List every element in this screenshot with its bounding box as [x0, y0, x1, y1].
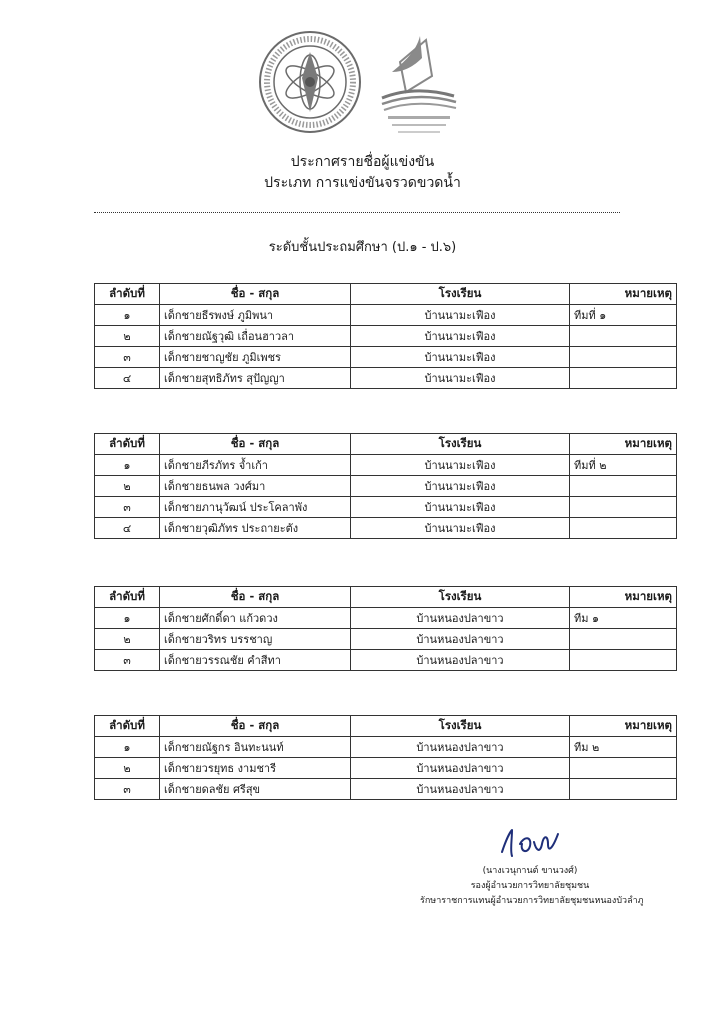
cell-order: ๔ — [95, 368, 160, 389]
cell-name: เด็กชายวรยุทธ งามชารี — [160, 758, 351, 779]
table-header-row — [95, 434, 677, 455]
cell-note: ทีม ๑ — [570, 608, 677, 629]
cell-school: บ้านหนองปลาขาว — [351, 650, 570, 671]
cell-school: บ้านนามะเฟือง — [351, 326, 570, 347]
cell-order: ๒ — [95, 758, 160, 779]
table-row — [95, 629, 677, 650]
table-row — [95, 737, 677, 758]
column-header-order: ลำดับที่ — [95, 716, 160, 737]
cell-school: บ้านหนองปลาขาว — [351, 608, 570, 629]
logo-area — [258, 30, 468, 140]
team-table-3 — [94, 586, 677, 671]
cell-school: บ้านนามะเฟือง — [351, 305, 570, 326]
handwritten-signature — [490, 822, 570, 864]
table-header-row — [95, 716, 677, 737]
cell-order: ๔ — [95, 518, 160, 539]
cell-note: ทีมที่ ๑ — [570, 305, 677, 326]
cell-note — [570, 347, 677, 368]
cell-order: ๒ — [95, 629, 160, 650]
cell-order: ๑ — [95, 455, 160, 476]
cell-name: เด็กชายวริทร บรรชาญ — [160, 629, 351, 650]
column-header-note: หมายเหตุ — [570, 587, 677, 608]
cell-note — [570, 518, 677, 539]
column-header-note: หมายเหตุ — [570, 284, 677, 305]
cell-name: เด็กชายศักดิ์ดา แก้วดวง — [160, 608, 351, 629]
column-header-school: โรงเรียน — [351, 716, 570, 737]
title-line-1: ประกาศรายชื่อผู้แข่งขัน — [290, 154, 435, 170]
cell-school: บ้านนามะเฟือง — [351, 518, 570, 539]
cell-name: เด็กชายภีรภัทร จ้ำเก้า — [160, 455, 351, 476]
dotted-divider — [94, 212, 620, 213]
cell-order: ๓ — [95, 497, 160, 518]
team-table-1 — [94, 283, 677, 389]
cell-note — [570, 476, 677, 497]
table-row — [95, 497, 677, 518]
cell-note — [570, 758, 677, 779]
table-header-row — [95, 284, 677, 305]
signatory-name: (นางเวนุกานต์ ขาน​วงศ์) — [482, 866, 578, 876]
signatory-acting-role: รักษาราชการแทนผู้อำนวยการวิทยาลัยชุมชนหนองบัวลำภู — [420, 896, 644, 906]
team-table-2 — [94, 433, 677, 539]
cell-order: ๑ — [95, 608, 160, 629]
table-row — [95, 305, 677, 326]
cell-order: ๑ — [95, 305, 160, 326]
cell-name: เด็กชายวุฒิภัทร ประถายะตัง — [160, 518, 351, 539]
cell-school: บ้านหนองปลาขาว — [351, 779, 570, 800]
cell-name: เด็กชายชาญชัย ภูมิเพชร — [160, 347, 351, 368]
table-row — [95, 455, 677, 476]
signatory-position: รองผู้อำนวยการวิทยาลัยชุมชน — [470, 881, 590, 891]
column-header-school: โรงเรียน — [351, 284, 570, 305]
cell-name: เด็กชายธีรพงษ์ ภูมิพนา — [160, 305, 351, 326]
table-row — [95, 347, 677, 368]
cell-name: เด็กชายณัฐวุฒิ เถื่อนฮาวลา — [160, 326, 351, 347]
cell-name: เด็กชายธนพล วงศ์มา — [160, 476, 351, 497]
column-header-order: ลำดับที่ — [95, 587, 160, 608]
cell-school: บ้านนามะเฟือง — [351, 455, 570, 476]
team-table-4 — [94, 715, 677, 800]
cell-name: เด็กชายดลชัย ศรีสุข — [160, 779, 351, 800]
table-row — [95, 650, 677, 671]
cell-order: ๒ — [95, 476, 160, 497]
column-header-name: ชื่อ - สกุล — [160, 716, 351, 737]
cell-name: เด็กชายวรรณชัย คำสีทา — [160, 650, 351, 671]
college-emblem-logo — [370, 32, 466, 138]
cell-school: บ้านนามะเฟือง — [351, 368, 570, 389]
cell-note — [570, 326, 677, 347]
cell-school: บ้านหนองปลาขาว — [351, 737, 570, 758]
cell-note — [570, 779, 677, 800]
cell-order: ๑ — [95, 737, 160, 758]
column-header-note: หมายเหตุ — [570, 434, 677, 455]
column-header-school: โรงเรียน — [351, 587, 570, 608]
title-line-2: ประเภท การแข่งขันจรวดขวดน้ำ — [264, 175, 461, 191]
ministry-seal-logo — [258, 30, 362, 134]
announcement-title — [0, 152, 725, 194]
cell-note — [570, 368, 677, 389]
column-header-name: ชื่อ - สกุล — [160, 434, 351, 455]
cell-order: ๒ — [95, 326, 160, 347]
column-header-name: ชื่อ - สกุล — [160, 587, 351, 608]
cell-name: เด็กชายภานุวัฒน์ ประโคลาพัง — [160, 497, 351, 518]
signature-block — [420, 822, 644, 909]
cell-school: บ้านนามะเฟือง — [351, 347, 570, 368]
table-row — [95, 608, 677, 629]
table-row — [95, 476, 677, 497]
column-header-order: ลำดับที่ — [95, 284, 160, 305]
cell-note — [570, 497, 677, 518]
table-row — [95, 518, 677, 539]
table-row — [95, 779, 677, 800]
cell-note — [570, 650, 677, 671]
cell-school: บ้านนามะเฟือง — [351, 476, 570, 497]
column-header-school: โรงเรียน — [351, 434, 570, 455]
table-header-row — [95, 587, 677, 608]
column-header-order: ลำดับที่ — [95, 434, 160, 455]
cell-name: เด็กชายสุทธิภัทร สุปัญญา — [160, 368, 351, 389]
cell-school: บ้านหนองปลาขาว — [351, 758, 570, 779]
table-row — [95, 758, 677, 779]
education-level-heading: ระดับชั้นประถมศึกษา (ป.๑ - ป.๖) — [268, 240, 457, 255]
cell-name: เด็กชายณัฐกร อินทะนนท์ — [160, 737, 351, 758]
column-header-note: หมายเหตุ — [570, 716, 677, 737]
cell-school: บ้านนามะเฟือง — [351, 497, 570, 518]
cell-order: ๓ — [95, 347, 160, 368]
column-header-name: ชื่อ - สกุล — [160, 284, 351, 305]
cell-note: ทีมที่ ๒ — [570, 455, 677, 476]
cell-order: ๓ — [95, 779, 160, 800]
table-row — [95, 368, 677, 389]
cell-order: ๓ — [95, 650, 160, 671]
cell-note: ทีม ๒ — [570, 737, 677, 758]
cell-school: บ้านหนองปลาขาว — [351, 629, 570, 650]
cell-note — [570, 629, 677, 650]
table-row — [95, 326, 677, 347]
